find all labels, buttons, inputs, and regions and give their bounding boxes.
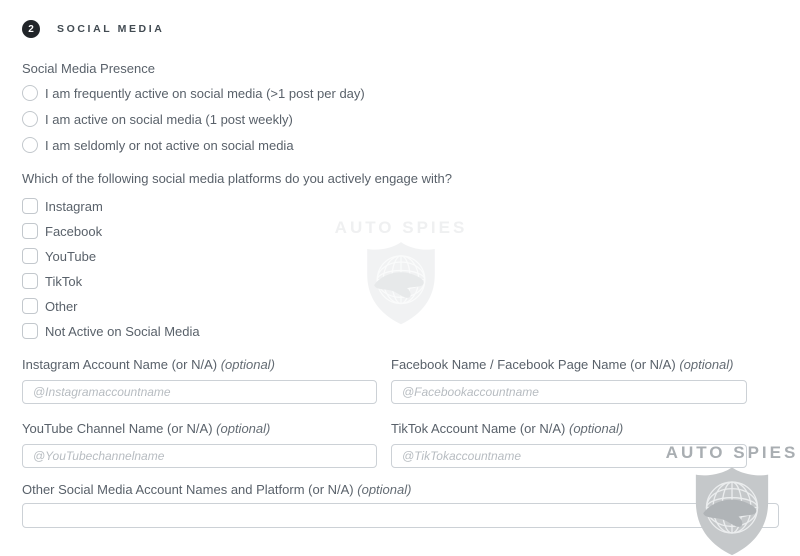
presence-radio-frequent-label[interactable]: I am frequently active on social media (>1 post per day) xyxy=(45,85,365,101)
facebook-name-input[interactable] xyxy=(391,380,747,404)
tiktok-account-field xyxy=(391,421,747,468)
youtube-channel-input[interactable] xyxy=(22,444,377,468)
platform-checkbox-facebook-label[interactable]: Facebook xyxy=(45,223,103,239)
section-title: SOCIAL MEDIA xyxy=(57,23,165,35)
platforms-question-label: Which of the following social media platforms do you actively engage with? xyxy=(22,171,452,186)
checkbox-option-row xyxy=(22,323,780,339)
field-label-text: Facebook Name / Facebook Page Name (or N/A) xyxy=(391,357,676,372)
other-social-media-label xyxy=(22,482,779,498)
field-label-text: TikTok Account Name (or N/A) xyxy=(391,421,566,436)
tiktok-account-label xyxy=(391,421,747,437)
youtube-channel-field xyxy=(22,421,377,468)
platform-checkbox-facebook[interactable] xyxy=(22,223,38,239)
radio-option-row xyxy=(22,137,780,153)
field-label-text: Instagram Account Name (or N/A) xyxy=(22,357,218,372)
platform-checkbox-youtube[interactable] xyxy=(22,248,38,264)
checkbox-option-row xyxy=(22,248,780,264)
facebook-name-field xyxy=(391,357,747,404)
field-label-text: Other Social Media Account Names and Platform (or N/A) xyxy=(22,482,354,497)
watermark-text: AUTO SPIES xyxy=(665,443,799,462)
section-header xyxy=(22,20,780,38)
other-social-media-input[interactable] xyxy=(22,503,779,528)
optional-tag: (optional) xyxy=(679,357,734,372)
facebook-name-label xyxy=(391,357,747,373)
platform-checkbox-tiktok-label[interactable]: TikTok xyxy=(45,273,83,289)
instagram-account-field xyxy=(22,357,377,404)
field-label-text: YouTube Channel Name (or N/A) xyxy=(22,421,213,436)
checkbox-option-row xyxy=(22,218,780,239)
presence-radio-group xyxy=(22,85,780,153)
optional-tag: (optional) xyxy=(357,482,412,497)
platform-checkbox-other-label[interactable]: Other xyxy=(45,298,78,314)
platform-checkbox-instagram[interactable] xyxy=(22,198,38,214)
checkbox-option-row xyxy=(22,198,780,214)
platforms-checkbox-group xyxy=(22,198,780,339)
radio-option-row xyxy=(22,111,780,127)
platform-checkbox-tiktok[interactable] xyxy=(22,273,38,289)
watermark-text: AUTO SPIES xyxy=(334,218,468,237)
presence-radio-frequent[interactable] xyxy=(22,85,38,101)
platform-checkbox-instagram-label[interactable]: Instagram xyxy=(45,198,103,214)
presence-radio-seldom-label[interactable]: I am seldomly or not active on social media xyxy=(45,137,294,153)
presence-radio-seldom[interactable] xyxy=(22,137,38,153)
account-name-fields-grid xyxy=(22,357,779,468)
optional-tag: (optional) xyxy=(568,421,624,436)
step-number-badge: 2 xyxy=(22,20,40,38)
presence-group-label: Social Media Presence xyxy=(22,61,155,76)
platform-checkbox-other[interactable] xyxy=(22,298,38,314)
presence-radio-active-label[interactable]: I am active on social media (1 post weekly) xyxy=(45,111,293,127)
checkbox-option-row xyxy=(22,273,780,289)
optional-tag: (optional) xyxy=(220,357,275,372)
other-social-media-field xyxy=(22,482,779,528)
platform-checkbox-not-active-label[interactable]: Not Active on Social Media xyxy=(45,323,200,339)
youtube-channel-label xyxy=(22,421,377,437)
optional-tag: (optional) xyxy=(216,421,271,436)
presence-radio-active[interactable] xyxy=(22,111,38,127)
radio-option-row xyxy=(22,85,780,101)
platform-checkbox-not-active[interactable] xyxy=(22,323,38,339)
platform-checkbox-youtube-label[interactable]: YouTube xyxy=(45,248,97,264)
tiktok-account-input[interactable] xyxy=(391,444,747,468)
checkbox-option-row xyxy=(22,298,780,314)
instagram-account-label xyxy=(22,357,377,373)
instagram-account-input[interactable] xyxy=(22,380,377,404)
